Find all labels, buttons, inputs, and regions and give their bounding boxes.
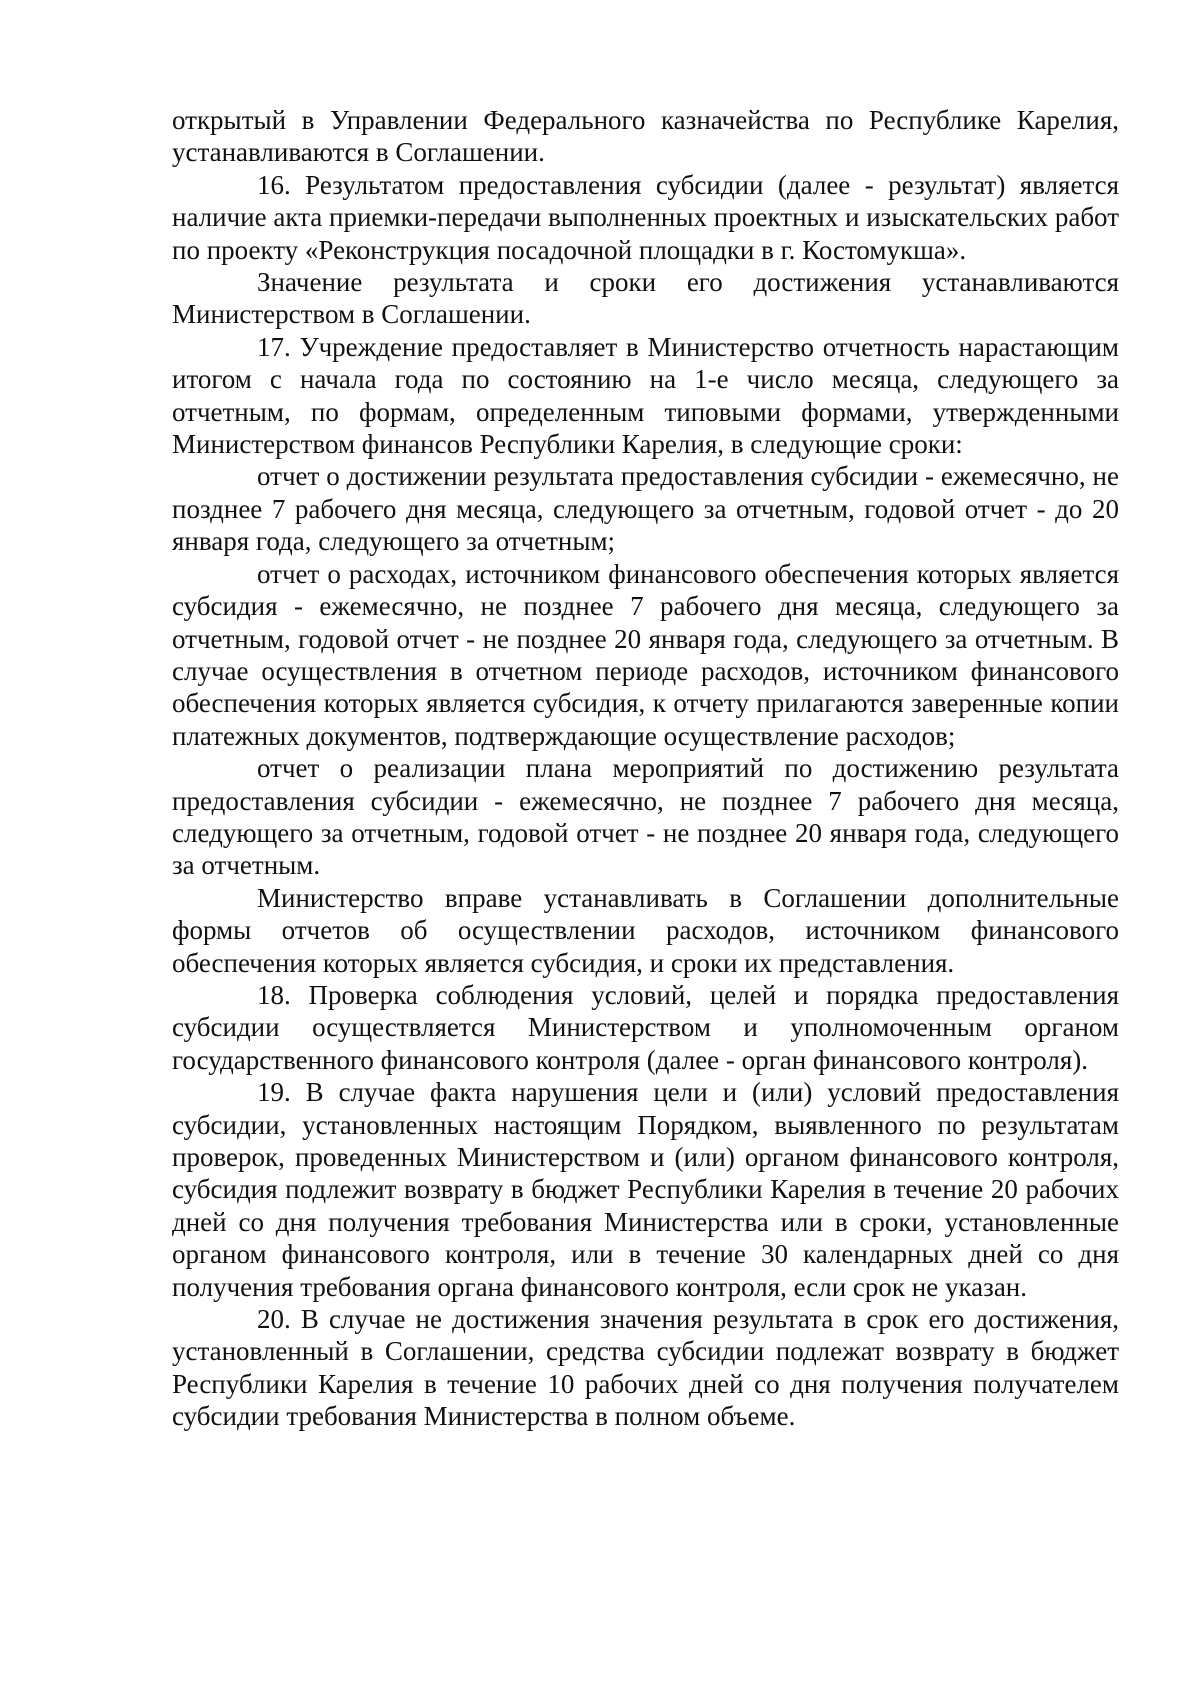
paragraph-report-result: отчет о достижении результата предоставления субсидии - ежемесячно, не позднее 7 рабочего дня месяца, следующего за отчетным, годовой отчет - до 20 января года, следующего за отчетным; bbox=[172, 461, 1119, 557]
paragraph-continuation: открытый в Управлении Федерального казначейства по Республике Карелия, устанавливаются в Соглашении. bbox=[172, 105, 1119, 168]
paragraph-report-plan: отчет о реализации плана мероприятий по достижению результата предоставления субсидии - ежемесячно, не позднее 7 рабочего дня месяца, следующего за отчетным, годовой отчет - не позднее 20 января года, следующего за отчетным. bbox=[172, 753, 1119, 881]
paragraph-result-value: Значение результата и сроки его достижения устанавливаются Министерством в Соглашении. bbox=[172, 267, 1119, 330]
paragraph-report-expenses: отчет о расходах, источником финансового обеспечения которых является субсидия - ежемесячно, не позднее 7 рабочего дня месяца, следующего за отчетным, годовой отчет - не позднее 20 января года, следующего за отчетным. В случае осуществления в отчетном периоде расходов, источником финансового обеспечения которых является субсидия, к отчету прилагаются заверенные копии платежных документов, подтверждающие осуществление расходов; bbox=[172, 558, 1119, 751]
paragraph-clause-16: 16. Результатом предоставления субсидии (далее - результат) является наличие акта приемки-передачи выполненных проектных и изыскательских работ по проекту «Реконструкция посадочной площадки в г. Костомукша». bbox=[172, 169, 1119, 265]
paragraph-additional-forms: Министерство вправе устанавливать в Соглашении дополнительные формы отчетов об осуществлении расходов, источником финансового обеспечения которых является субсидия, и сроки их представления. bbox=[172, 882, 1119, 978]
paragraph-clause-17: 17. Учреждение предоставляет в Министерство отчетность нарастающим итогом с начала года по состоянию на 1-е число месяца, следующего за отчетным, по формам, определенным типовыми формами, утвержденными Министерством финансов Республики Карелия, в следующие сроки: bbox=[172, 331, 1119, 460]
paragraph-clause-19: 19. В случае факта нарушения цели и (или) условий предоставления субсидии, установленных настоящим Порядком, выявленного по результатам проверок, проведенных Министерством и (или) органом финансового контроля, субсидия подлежит возврату в бюджет Республики Карелия в течение 20 рабочих дней со дня получения требования Министерства или в сроки, установленные органом финансового контроля, или в течение 30 календарных дней со дня получения требования органа финансового контроля, если срок не указан. bbox=[172, 1077, 1119, 1302]
paragraph-clause-18: 18. Проверка соблюдения условий, целей и порядка предоставления субсидии осуществляется Министерством и уполномоченным органом государственного финансового контроля (далее - орган финансового контроля). bbox=[172, 979, 1119, 1075]
paragraph-clause-20: 20. В случае не достижения значения результата в срок его достижения, установленный в Соглашении, средства субсидии подлежат возврату в бюджет Республики Карелия в течение 10 рабочих дней со дня получения получателем субсидии требования Министерства в полном объеме. bbox=[172, 1304, 1119, 1432]
document-page bbox=[172, 104, 1119, 1433]
